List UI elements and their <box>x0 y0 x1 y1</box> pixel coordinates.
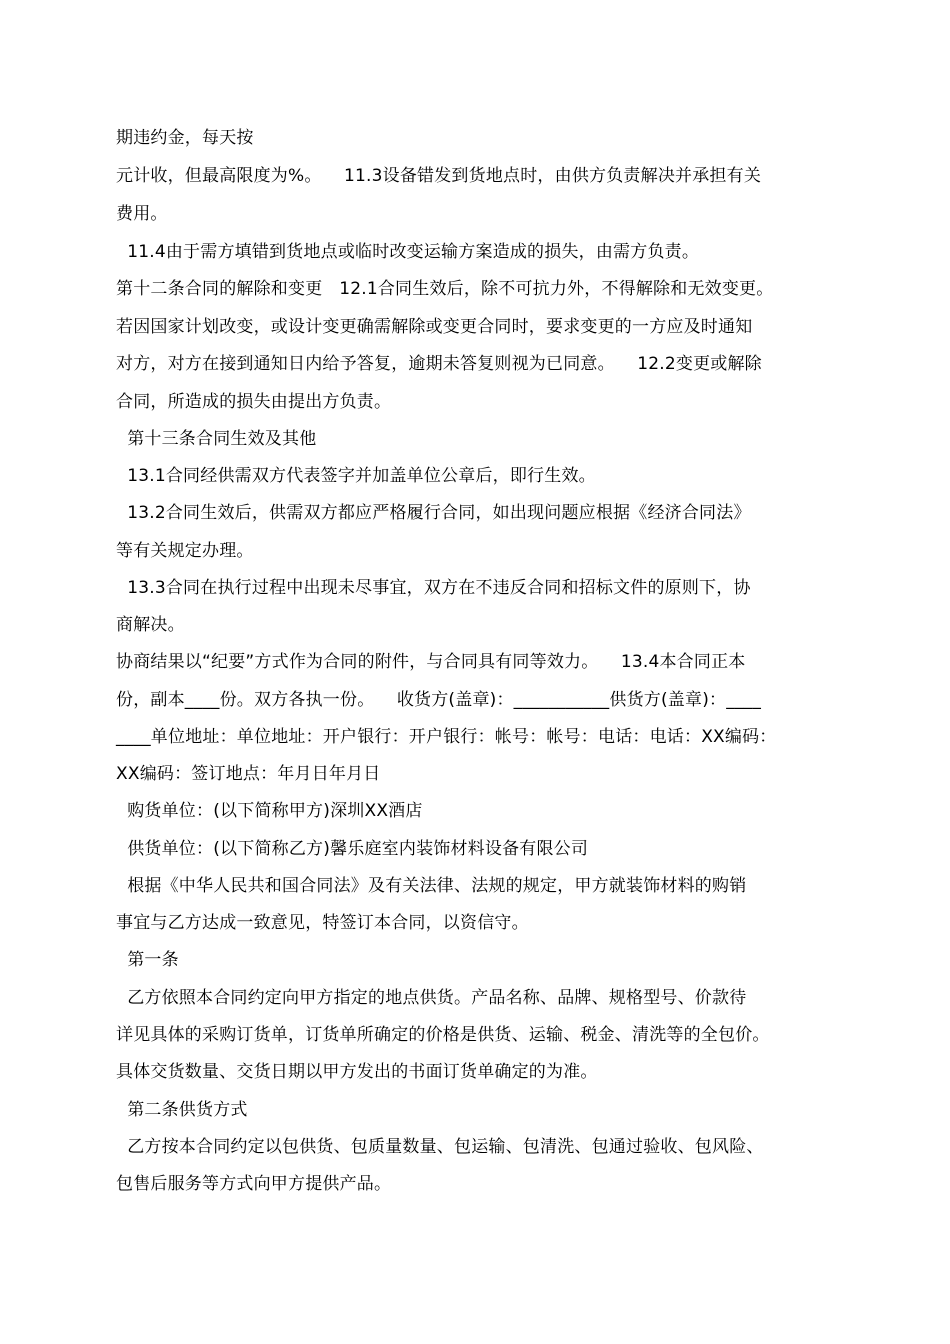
text-line: 事宜与乙方达成一致意见，特签订本合同，以资信守。 <box>116 913 529 933</box>
text-line: 11.4由于需方填错到货地点或临时改变运输方案造成的损失，由需方负责。 <box>116 242 700 262</box>
text-line: 对方，对方在接到通知日内给予答复，逾期未答复则视为已同意。 12.2变更或解除 <box>116 354 762 374</box>
text-line: 供货单位：(以下简称乙方)馨乐庭室内装饰材料设备有限公司 <box>116 839 589 859</box>
text-line: 期违约金，每天按 <box>116 128 254 148</box>
text-line: 乙方依照本合同约定向甲方指定的地点供货。产品名称、品牌、规格型号、价款待 <box>116 988 747 1008</box>
text-line: 具体交货数量、交货日期以甲方发出的书面订货单确定的为准。 <box>116 1062 598 1082</box>
text-line: 份，副本____份。双方各执一份。 收货方(盖章)：___________供货方(盖章)：____ <box>116 690 762 710</box>
text-line: XX编码：签订地点：年月日年月日 <box>116 764 381 784</box>
text-line: 费用。 <box>116 204 168 224</box>
text-line: 第一条 <box>116 950 179 970</box>
text-line: 第十三条合同生效及其他 <box>116 429 317 449</box>
text-line: 乙方按本合同约定以包供货、包质量数量、包运输、包清洗、包通过验收、包风险、 <box>116 1137 764 1157</box>
text-line: 第二条供货方式 <box>116 1100 248 1120</box>
text-line: 若因国家计划改变，或设计变更确需解除或变更合同时，要求变更的一方应及时通知 <box>116 317 753 337</box>
text-line: 购货单位：(以下简称甲方)深圳XX酒店 <box>116 801 423 821</box>
text-line: 协商结果以“纪要”方式作为合同的附件，与合同具有同等效力。 13.4本合同正本 <box>116 652 746 672</box>
text-line: 合同，所造成的损失由提出方负责。 <box>116 392 392 412</box>
text-line: 13.3合同在执行过程中出现未尽事宜，双方在不违反合同和招标文件的原则下，协 <box>116 578 751 598</box>
text-line: 第十二条合同的解除和变更 12.1合同生效后，除不可抗力外，不得解除和无效变更。 <box>116 279 774 299</box>
text-line: 商解决。 <box>116 615 185 635</box>
text-line: 13.2合同生效后，供需双方都应严格履行合同，如出现问题应根据《经济合同法》 <box>116 503 751 523</box>
text-line: 13.1合同经供需双方代表签字并加盖单位公章后，即行生效。 <box>116 466 596 486</box>
text-line: 包售后服务等方式向甲方提供产品。 <box>116 1174 392 1194</box>
text-line: ____单位地址：单位地址：开户银行：开户银行：帐号：帐号：电话：电话：XX编码： <box>116 727 777 747</box>
text-line: 等有关规定办理。 <box>116 541 254 561</box>
text-line: 元计收，但最高限度为%。 11.3设备错发到货地点时，由供方负责解决并承担有关 <box>116 166 762 186</box>
text-line: 详见具体的采购订货单，订货单所确定的价格是供货、运输、税金、清洗等的全包价。 <box>116 1025 770 1045</box>
text-line: 根据《中华人民共和国合同法》及有关法律、法规的规定，甲方就装饰材料的购销 <box>116 876 747 896</box>
